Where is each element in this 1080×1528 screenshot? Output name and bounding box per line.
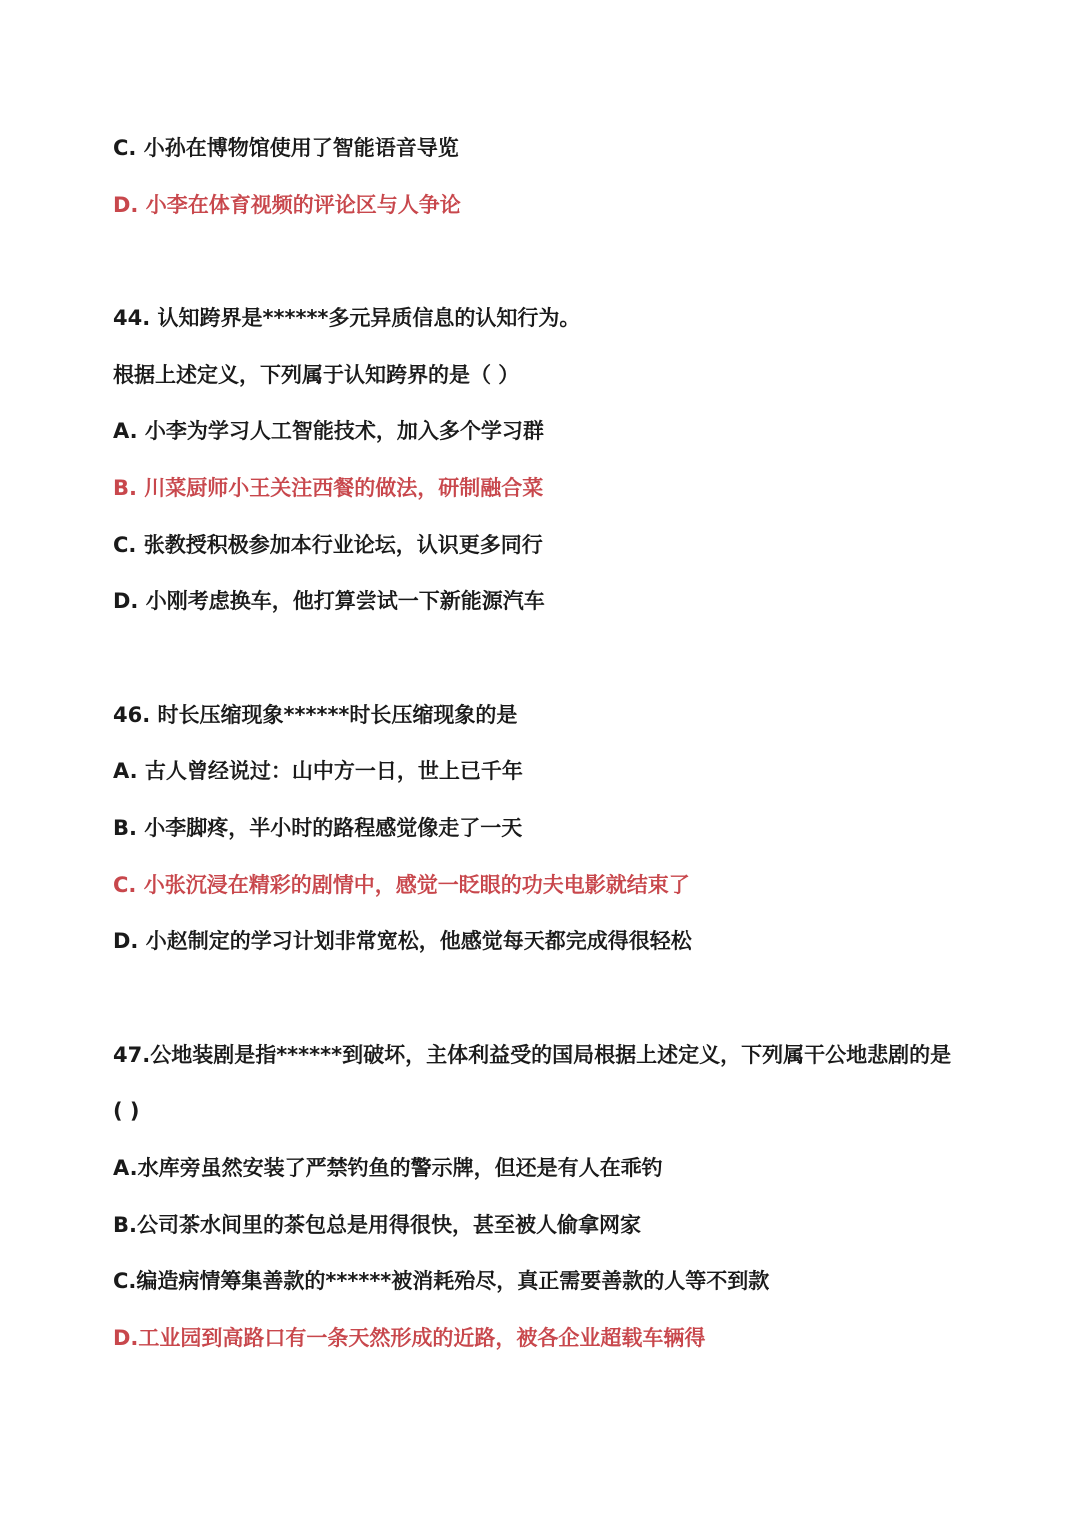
q47-option-b: B.公司茶水间里的茶包总是用得很快，甚至被人偷拿网家 [113,1213,641,1237]
q43-option-c: C. 小孙在博物馆使用了智能语音导览 [113,136,459,160]
q47-blank: ( ) [113,1099,140,1123]
q46-stem: 46. 时长压缩现象******时长压缩现象的是 [113,703,518,727]
q47-option-a: A.水库旁虽然安装了严禁钓鱼的警示牌，但还是有人在乖钓 [113,1156,663,1180]
q46-option-c-answer: C. 小张沉浸在精彩的剧情中，感觉一眨眼的功夫电影就结束了 [113,873,690,897]
q44-option-d: D. 小刚考虑换车，他打算尝试一下新能源汽车 [113,589,545,613]
q44-option-c: C. 张教授积极参加本行业论坛，认识更多同行 [113,533,543,557]
q44-option-b-answer: B. 川菜厨师小王关注西餐的做法，研制融合菜 [113,476,544,500]
q46-option-b: B. 小李脚疼，半小时的路程感觉像走了一天 [113,816,523,840]
q47-option-d-answer: D.工业园到高路口有一条天然形成的近路，被各企业超载车辆得 [113,1326,706,1350]
q44-option-a: A. 小李为学习人工智能技术，加入多个学习群 [113,419,544,443]
q43-option-d-answer: D. 小李在体育视频的评论区与人争论 [113,193,461,217]
q46-option-d: D. 小赵制定的学习计划非常宽松，他感觉每天都完成得很轻松 [113,929,692,953]
q47-option-c: C.编造病情筹集善款的******被消耗殆尽，真正需要善款的人等不到款 [113,1269,770,1293]
q46-option-a: A. 古人曾经说过：山中方一日，世上已千年 [113,759,523,783]
q47-stem: 47.公地装剧是指******到破坏，主体利益受的国局根据上述定义，下列属干公地悲剧的是 [113,1043,952,1067]
q44-stem: 44. 认知跨界是******多元异质信息的认知行为。 [113,306,581,330]
q44-prompt: 根据上述定义，下列属于认知跨界的是（ ） [113,363,520,387]
